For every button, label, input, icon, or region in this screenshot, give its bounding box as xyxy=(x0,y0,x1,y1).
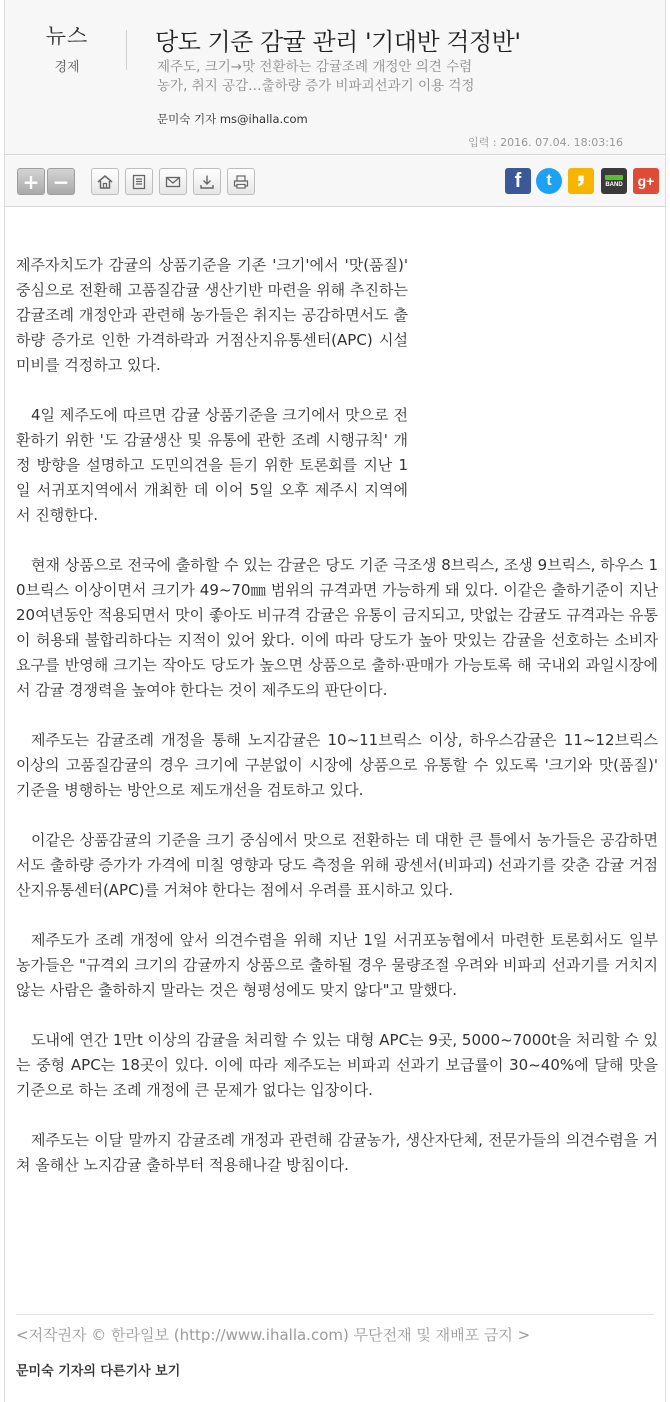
facebook-share-button[interactable] xyxy=(505,168,531,194)
article-paragraph: 도내에 연간 1만t 이상의 감귤을 처리할 수 있는 대형 APC는 9곳, 5000~7000t을 처리할 수 있는 중형 APC는 18곳이 있다. 이에 따라 제주도는 비파괴 선과기 보급률이 30~40%에 달해 맛을 기준으로 하는 조례 개정에 큰 문제가 없다는 입장이다. xyxy=(16,1031,658,1099)
print-button[interactable] xyxy=(227,168,255,195)
copyright-notice: <저작권자 © 한라일보 (http://www.ihalla.com) 무단전재 및 재배포 금지 > xyxy=(16,1326,531,1344)
subtitle-line-1: 제주도, 크기→맛 전환하는 감귤조례 개정안 의견 수렴 xyxy=(157,59,473,75)
googleplus-share-button[interactable] xyxy=(633,168,659,194)
section-main[interactable]: 뉴스 xyxy=(45,24,89,48)
twitter-share-button[interactable] xyxy=(536,168,562,194)
zoom-in-button[interactable] xyxy=(17,168,45,195)
zoom-out-label: − xyxy=(52,169,70,194)
footer-divider xyxy=(16,1314,654,1315)
subtitle-line-2: 농가, 취지 공감…출하량 증가 비파괴선과기 이용 걱정 xyxy=(157,78,475,94)
twitter-icon: t xyxy=(546,172,552,189)
article-icon xyxy=(130,173,148,191)
band-icon xyxy=(605,175,623,180)
band-share-button[interactable] xyxy=(601,168,627,194)
print-icon xyxy=(232,173,250,191)
article-paragraph: 현재 상품으로 전국에 출하할 수 있는 감귤은 당도 기준 극조생 8브릭스, 조생 9브릭스, 하우스 10브릭스 이상이면서 크기가 49~70㎜ 범위의 규격과면 가능하게 돼 있다. 이같은 출하기준이 지난 20여년동안 적용되면서 맛이 좋아도 비규격 감귤은 유통이 금지되고, 맛없는 감귤도 규격과는 유통이 허용돼 불합리하다는 지적이 있어 왔다. 이에 따라 당도가 높아 맛있는 감귤을 선호하는 소비자 요구를 반영해 크기는 작아도 당도가 높으면 상품으로 출하·판매가 가능토록 해 국내외 과일시장에서 감귤 경쟁력을 높여야 한다는 것이 제주도의 판단이다. xyxy=(16,556,658,699)
band-label: BAND xyxy=(605,181,623,188)
article-paragraph: 제주도는 감귤조례 개정을 통해 노지감귤은 10~11브릭스 이상, 하우스감귤은 11~12브릭스 이상의 고품질감귤의 경우 크기에 구분없이 시장에 상품으로 유통할 수 있도록 '크기와 맛(품질)' 기준을 병행하는 방안으로 제도개선을 검토하고 있다. xyxy=(16,731,658,799)
kakaostory-icon xyxy=(573,173,589,189)
zoom-out-button[interactable] xyxy=(47,168,75,195)
article-paragraph: 제주자치도가 감귤의 상품기준을 기존 '크기'에서 '맛(품질)' 중심으로 전환해 고품질감귤 생산기반 마련을 위해 추진하는 감귤조례 개정안과 관련해 농가들은 취지는 공감하면서도 출하량 증가로 인한 가격하락과 거점산지유통센터(APC) 시설 미비를 걱정하고 있다. xyxy=(16,256,408,374)
header-divider xyxy=(126,30,127,70)
article-paragraph: 4일 제주도에 따르면 감귤 상품기준을 크기에서 맛으로 전환하기 위한 '도 감귤생산 및 유통에 관한 조례 시행규칙' 개정 방향을 설명하고 도민의견을 듣기 위한 토론회를 지난 1일 서귀포지역에서 개최한 데 이어 5일 오후 제주시 지역에서 진행한다. xyxy=(16,406,408,524)
reporter-email[interactable]: ms@ihalla.com xyxy=(219,112,308,126)
article-paragraph: 제주도는 이달 말까지 감귤조례 개정과 관련해 감귤농가, 생산자단체, 전문가들의 의견수렴을 거쳐 올해산 노지감귤 출하부터 적용해나갈 방침이다. xyxy=(16,1131,658,1174)
home-icon xyxy=(96,173,114,191)
article-paragraph: 제주도가 조례 개정에 앞서 의견수렴을 위해 지난 1일 서귀포농협에서 마련한 토론회서도 일부 농가들은 "규격외 크기의 감귤까지 상품으로 출하될 경우 물량조절 우려와 비파괴 선과기를 거치지 않는 사람은 출하하지 말라는 것은 형평성에도 맞지 않다"고 말했다. xyxy=(16,931,658,999)
more-articles-link[interactable]: 문미숙 기자의 다른기사 보기 xyxy=(16,1364,181,1379)
email-button[interactable] xyxy=(159,168,187,195)
home-button[interactable] xyxy=(91,168,119,195)
article-list-button[interactable] xyxy=(125,168,153,195)
article-header xyxy=(5,0,665,155)
reporter-byline xyxy=(157,111,308,127)
article-body xyxy=(16,253,658,1203)
download-button[interactable] xyxy=(193,168,221,195)
email-icon xyxy=(164,173,182,191)
section-label xyxy=(35,20,99,75)
zoom-in-label: + xyxy=(22,169,40,194)
article-paragraph: 이같은 상품감귤의 기준을 크기 중심에서 맛으로 전환하는 데 대한 큰 틀에서 농가들은 공감하면서도 출하량 증가가 가격에 미칠 영향과 당도 측정을 위해 광센서(비파괴) 선과기를 갖춘 감귤 거점산지유통센터(APC)를 거쳐야 한다는 점에서 우려를 표시하고 있다. xyxy=(16,831,658,899)
section-sub[interactable]: 경제 xyxy=(54,60,80,75)
subtitle xyxy=(157,58,474,96)
googleplus-icon: g+ xyxy=(637,173,655,189)
kakaostory-share-button[interactable] xyxy=(568,168,594,194)
facebook-icon: f xyxy=(514,169,522,192)
headline: 당도 기준 감귤 관리 '기대반 걱정반' xyxy=(155,28,521,56)
reporter-name[interactable]: 문미숙 기자 xyxy=(157,112,217,126)
article-toolbar xyxy=(5,156,665,207)
publish-date: 입력 : 2016. 07.04. 18:03:16 xyxy=(468,136,623,149)
download-icon xyxy=(198,173,216,191)
